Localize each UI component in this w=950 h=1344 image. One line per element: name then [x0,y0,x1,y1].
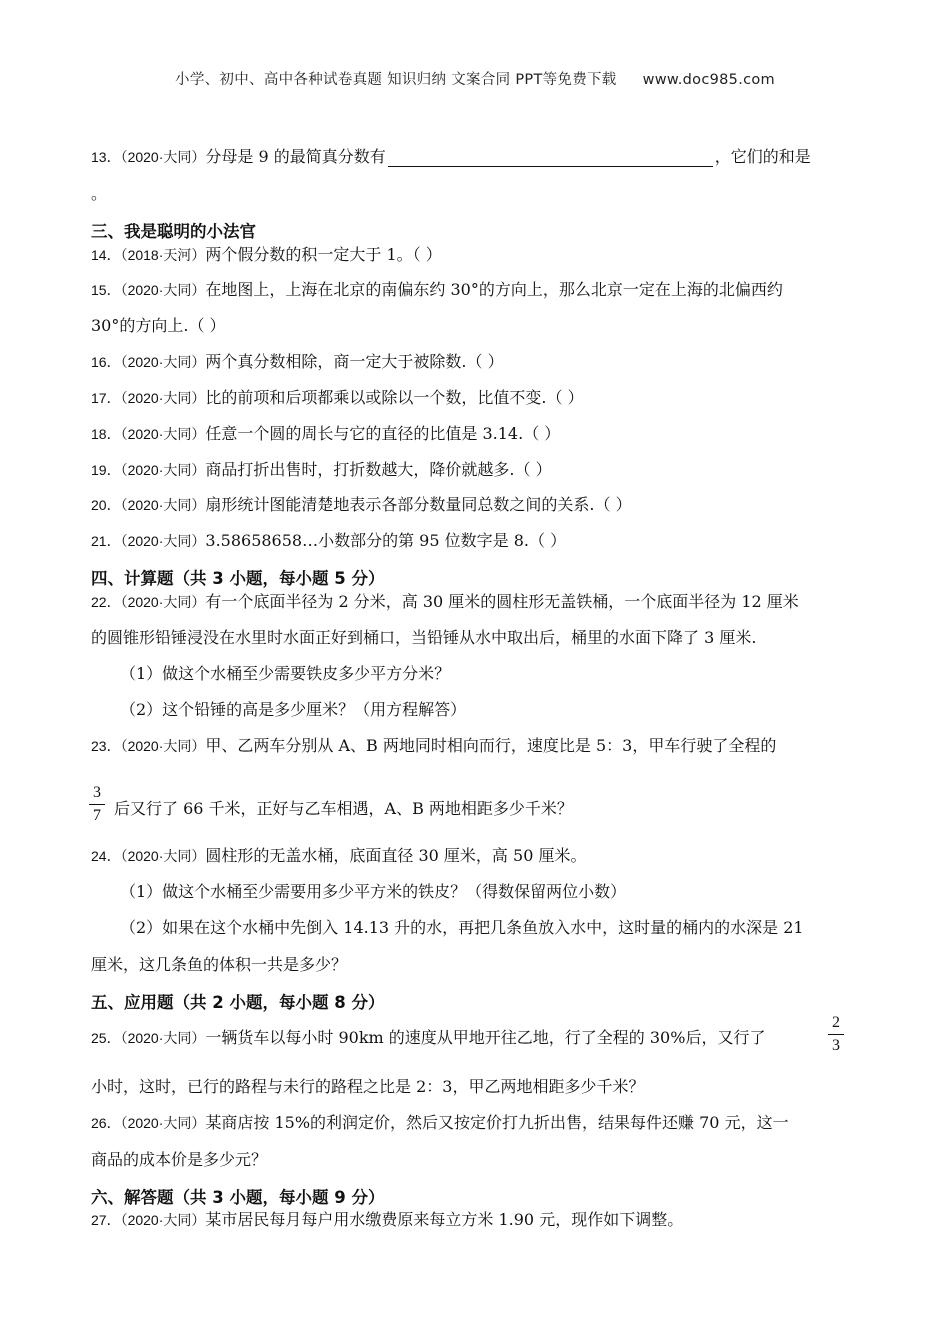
question-23 [91,736,776,756]
q14-source: （2018·天河） [120,247,206,263]
q18-number: 18． [91,426,121,442]
q13-text: 分母是 9 的最简真分数有 [205,147,386,166]
question-16 [91,352,504,372]
q22-text: 有一个底面半径为 2 分米，高 30 厘米的圆柱形无盖铁桶，一个底面半径为 12 厘米 [205,592,799,611]
q13-number: 13． [91,149,121,165]
q13-text-b: ，它们的和是 [714,147,811,166]
section-6-title: 六、解答题（共 3 小题，每小题 9 分） [91,1188,385,1207]
q16-number: 16． [91,354,121,370]
q23-fraction-numerator: 3 [93,784,101,801]
q25-number: 25． [91,1030,121,1046]
q19-source: （2020·大同） [120,462,206,478]
q23-text: 甲、乙两车分别从 A、B 两地同时相向而行，速度比是 5：3，甲车行驶了全程的 [205,736,777,755]
section-5-title: 五、应用题（共 2 小题，每小题 8 分） [91,993,385,1012]
q25-continuation: 小时，这时，已行的路程与未行的路程之比是 2：3，甲乙两地相距多少千米？ [91,1077,645,1096]
question-14 [91,245,442,265]
q25-text: 一辆货车以每小时 90km 的速度从甲地开往乙地，行了全程的 30%后，又行了 [205,1028,766,1047]
q26-text: 某商店按 15%的利润定价，然后又按定价打九折出售，结果每件还赚 70 元，这一 [205,1113,789,1132]
q22-number: 22． [91,594,121,610]
q14-number: 14． [91,247,121,263]
q21-source: （2020·大同） [120,533,206,549]
q22-sub-1: （1）做这个水桶至少需要铁皮多少平方分米？ [120,664,451,683]
question-27 [91,1210,683,1230]
q14-text: 两个假分数的积一定大于 1。（ ） [205,245,442,264]
question-24 [91,846,586,866]
q19-number: 19． [91,462,121,478]
q23-source: （2020·大同） [120,738,206,754]
q27-text: 某市居民每月每户用水缴费原来每立方米 1.90 元，现作如下调整。 [205,1210,684,1229]
q13-answer-blank[interactable] [388,149,713,167]
page-header [0,68,950,89]
q16-source: （2020·大同） [120,354,206,370]
q24-sub-2: （2）如果在这个水桶中先倒入 14.13 升的水，再把几条鱼放入水中，这时量的桶内的水深是 21 [120,918,804,937]
q24-source: （2020·大同） [120,848,206,864]
q15-continuation: 30°的方向上.（ ） [91,316,226,335]
question-20 [91,495,632,515]
q15-text: 在地图上，上海在北京的南偏东约 30°的方向上，那么北京一定在上海的北偏西约 [205,280,783,299]
q17-source: （2020·大同） [120,390,206,406]
q21-number: 21． [91,533,121,549]
q20-source: （2020·大同） [120,497,206,513]
question-22 [91,592,799,612]
question-19 [91,460,552,480]
header-text: 小学、初中、高中各种试卷真题 知识归纳 文案合同 PPT等免费下载 [175,72,617,88]
q25-fraction-denominator: 3 [832,1037,840,1054]
question-21 [91,531,566,551]
question-13 [91,147,811,167]
q23-number: 23． [91,738,121,754]
q16-text: 两个真分数相除，商一定大于被除数.（ ） [205,352,504,371]
q23-fraction-denominator: 7 [93,807,101,824]
q22-continuation: 的圆锥形铅锤浸没在水里时水面正好到桶口，当铅锤从水中取出后，桶里的水面下降了 3 厘米. [91,628,757,647]
q24-number: 24． [91,848,121,864]
q22-sub-2: （2）这个铅锤的高是多少厘米？（用方程解答） [120,700,467,719]
q17-text: 比的前项和后项都乘以或除以一个数，比值不变.（ ） [205,388,584,407]
q26-number: 26． [91,1115,121,1131]
q20-number: 20． [91,497,121,513]
q24-sub-2-continuation: 厘米，这几条鱼的体积一共是多少？ [91,955,348,974]
fraction-bar [89,804,105,805]
q26-continuation: 商品的成本价是多少元？ [91,1150,268,1169]
q18-source: （2020·大同） [120,426,206,442]
fraction-bar [828,1034,844,1035]
q19-text: 商品打折出售时，打折数越大，降价就越多.（ ） [205,460,552,479]
q24-sub-1: （1）做这个水桶至少需要用多少平方米的铁皮？（得数保留两位小数） [120,882,627,901]
q17-number: 17． [91,390,121,406]
q22-source: （2020·大同） [120,594,206,610]
q27-source: （2020·大同） [120,1212,206,1228]
q21-text: 3.58658658…小数部分的第 95 位数字是 8.（ ） [205,531,567,550]
q15-source: （2020·大同） [120,282,206,298]
q13-source: （2020·大同） [120,149,206,165]
q25-fraction-numerator: 2 [832,1014,840,1031]
section-4-title: 四、计算题（共 3 小题，每小题 5 分） [91,569,385,588]
question-15 [91,280,783,300]
q23-fraction [89,784,105,825]
q20-text: 扇形统计图能清楚地表示各部分数量同总数之间的关系.（ ） [205,495,632,514]
q25-fraction [828,1014,844,1055]
q15-number: 15． [91,282,121,298]
question-17 [91,388,584,408]
q24-text: 圆柱形的无盖水桶，底面直径 30 厘米，高 50 厘米。 [205,846,587,865]
q18-text: 任意一个圆的周长与它的直径的比值是 3.14.（ ） [205,424,561,443]
q27-number: 27． [91,1212,121,1228]
q13-continuation: 。 [91,184,108,203]
section-3-title: 三、我是聪明的小法官 [91,222,256,241]
question-26 [91,1113,789,1133]
header-url[interactable]: www.doc985.com [642,72,775,88]
q23-continuation: 后又行了 66 千米，正好与乙车相遇，A、B 两地相距多少千米？ [114,799,573,818]
question-18 [91,424,560,444]
q26-source: （2020·大同） [120,1115,206,1131]
question-25 [91,1028,765,1048]
q25-source: （2020·大同） [120,1030,206,1046]
